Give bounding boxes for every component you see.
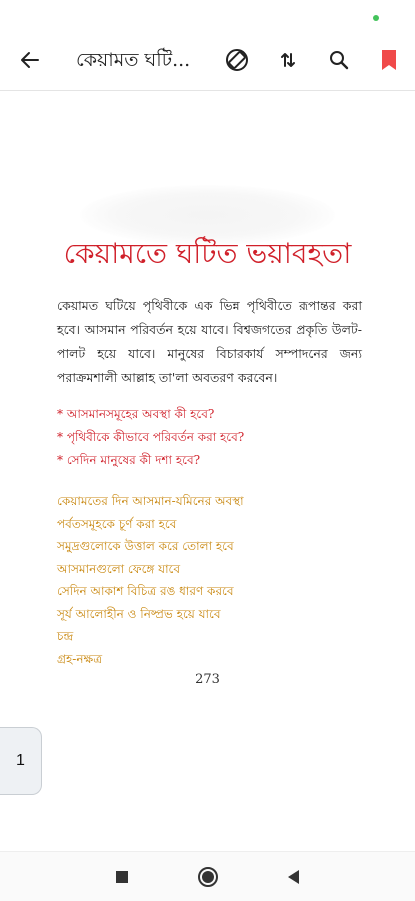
arrow-left-icon (18, 48, 42, 72)
search-icon (328, 49, 350, 71)
question-list (57, 403, 377, 472)
home-button[interactable] (195, 864, 221, 890)
page-indicator-tab[interactable]: 1 (0, 727, 42, 795)
topic-item: সেদিন আকাশ বিচিত্র রঙ ধারণ করবে (57, 584, 234, 598)
question-item: * সেদিন মানুষের কী দশা হবে? (57, 453, 201, 467)
screen-rotation-icon (224, 47, 250, 73)
topic-list (57, 490, 377, 670)
system-nav-bar (0, 851, 415, 901)
topic-item: কেয়ামতের দিন আসমান-যমিনের অবস্থা (57, 494, 244, 508)
page-number: 273 (195, 672, 220, 687)
square-icon (115, 870, 129, 884)
intro-paragraph: কেয়ামত ঘটিয়ে পৃথিবীকে এক ভিন্ন পৃথিবীতে রূপান্তর করা হবে। আসমান পরিবর্তন হয়ে যাবে। বিশ্বজগতের প্রকৃতি উলট-পালট হয়ে যাবে। মানুষের বিচারকার্য সম্পাদনের জন্য পরাক্রমশালী আল্লাহ তা'লা অবতরণ করবেন। (57, 298, 362, 385)
question-item: * আসমানসমূহের অবস্থা কী হবে? (57, 407, 215, 421)
back-button[interactable] (10, 40, 50, 80)
rotate-screen-button[interactable] (217, 40, 257, 80)
topic-item: আসমানগুলো ফেঙ্গে যাবে (57, 561, 181, 576)
topic-item: সমুদ্রগুলোকে উত্তাল করে তোলা হবে (57, 539, 234, 553)
nav-back-button[interactable] (280, 864, 306, 890)
bookmark-button[interactable] (369, 40, 409, 80)
recents-button[interactable] (109, 864, 135, 890)
triangle-left-icon (286, 869, 300, 885)
topic-item: গ্রহ-নক্ষত্র (57, 651, 103, 666)
topic-item: পর্বতসমূহকে চূর্ণ করা হবে (57, 516, 177, 531)
book-title: কেয়ামত ঘটি... (76, 49, 191, 71)
swap-orientation-button[interactable] (268, 40, 308, 80)
chapter-heading: কেয়ামতে ঘটিত ভয়াবহতা (63, 237, 352, 270)
question-item: * পৃথিবীকে কীভাবে পরিবর্তন করা হবে? (57, 430, 245, 444)
search-button[interactable] (319, 40, 359, 80)
topic-item: সূর্য আলোহীন ও নিষ্প্রভ হয়ে যাবে (57, 606, 221, 621)
circle-icon (197, 866, 219, 888)
status-bar (0, 0, 415, 30)
app-toolbar (0, 30, 415, 91)
topic-item: চন্দ্র (57, 629, 74, 643)
bookmark-icon (380, 49, 398, 71)
swap-vertical-icon (277, 49, 299, 71)
notification-dot (373, 15, 379, 21)
